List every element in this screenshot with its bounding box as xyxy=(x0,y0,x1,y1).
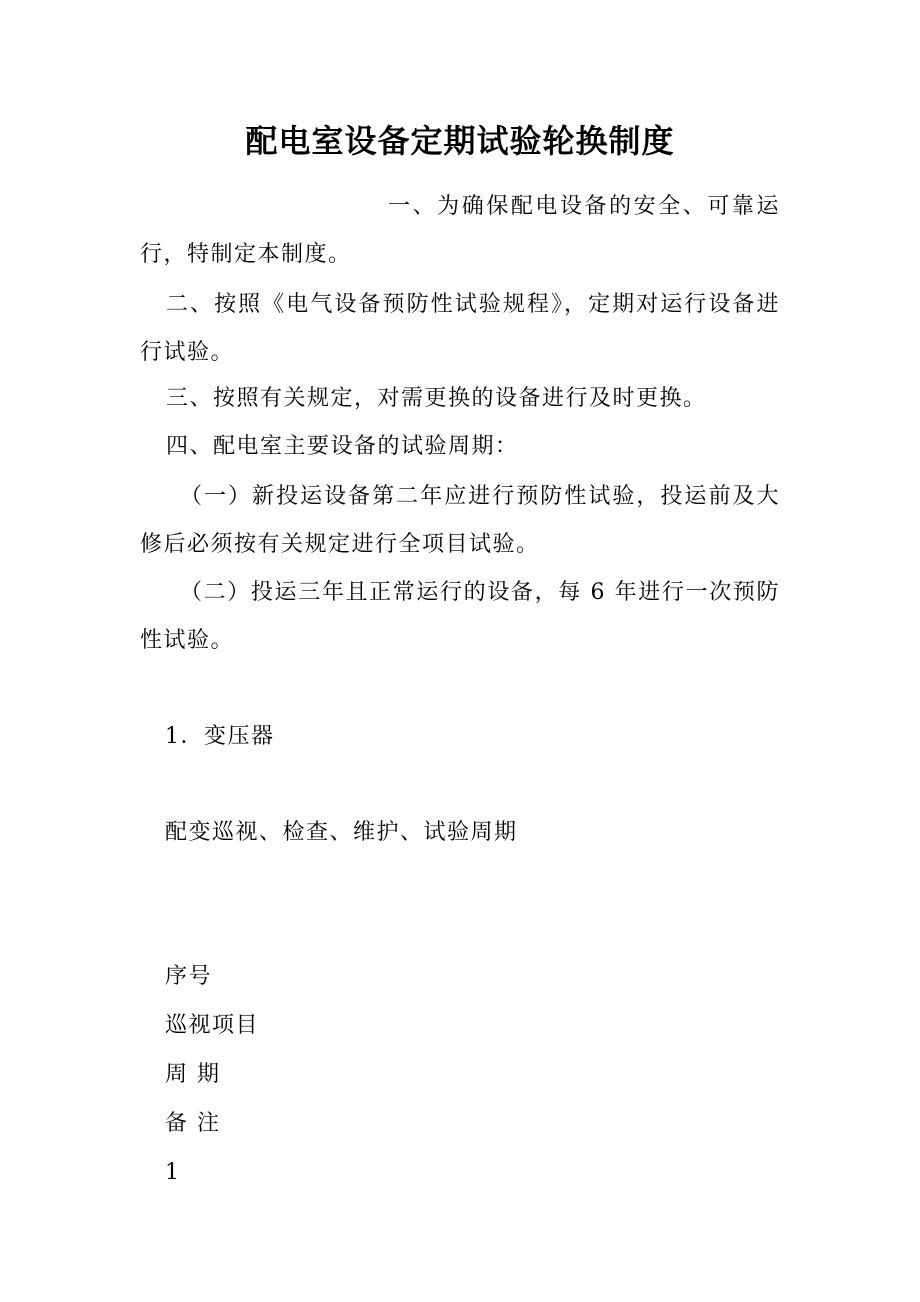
table-header-period: 周 期 xyxy=(165,1062,221,1087)
table-header-index: 序号 xyxy=(165,964,213,989)
paragraph-4: 四、配电室主要设备的试验周期： xyxy=(166,434,519,459)
paragraph-1: 一、为确保配电设备的安全、可靠运行，特制定本制度。 xyxy=(140,194,780,267)
table-header-note: 备 注 xyxy=(165,1111,221,1136)
paragraph-5: （一）新投运设备第二年应进行预防性试验，投运前及大修后必须按有关规定进行全项目试验。 xyxy=(140,484,780,557)
paragraph-6: （二）投运三年且正常运行的设备，每 6 年进行一次预防性试验。 xyxy=(140,580,780,653)
section-heading: 1．变压器 xyxy=(165,724,275,749)
table-row-index: 1 xyxy=(165,1160,181,1185)
document-title: 配电室设备定期试验轮换制度 xyxy=(245,122,675,160)
table-caption: 配变巡视、检查、维护、试验周期 xyxy=(165,820,518,845)
paragraph-3: 三、按照有关规定，对需更换的设备进行及时更换。 xyxy=(166,386,707,411)
table-header-item: 巡视项目 xyxy=(165,1013,260,1038)
paragraph-2: 二、按照《电气设备预防性试验规程》，定期对运行设备进行试验。 xyxy=(140,292,780,365)
